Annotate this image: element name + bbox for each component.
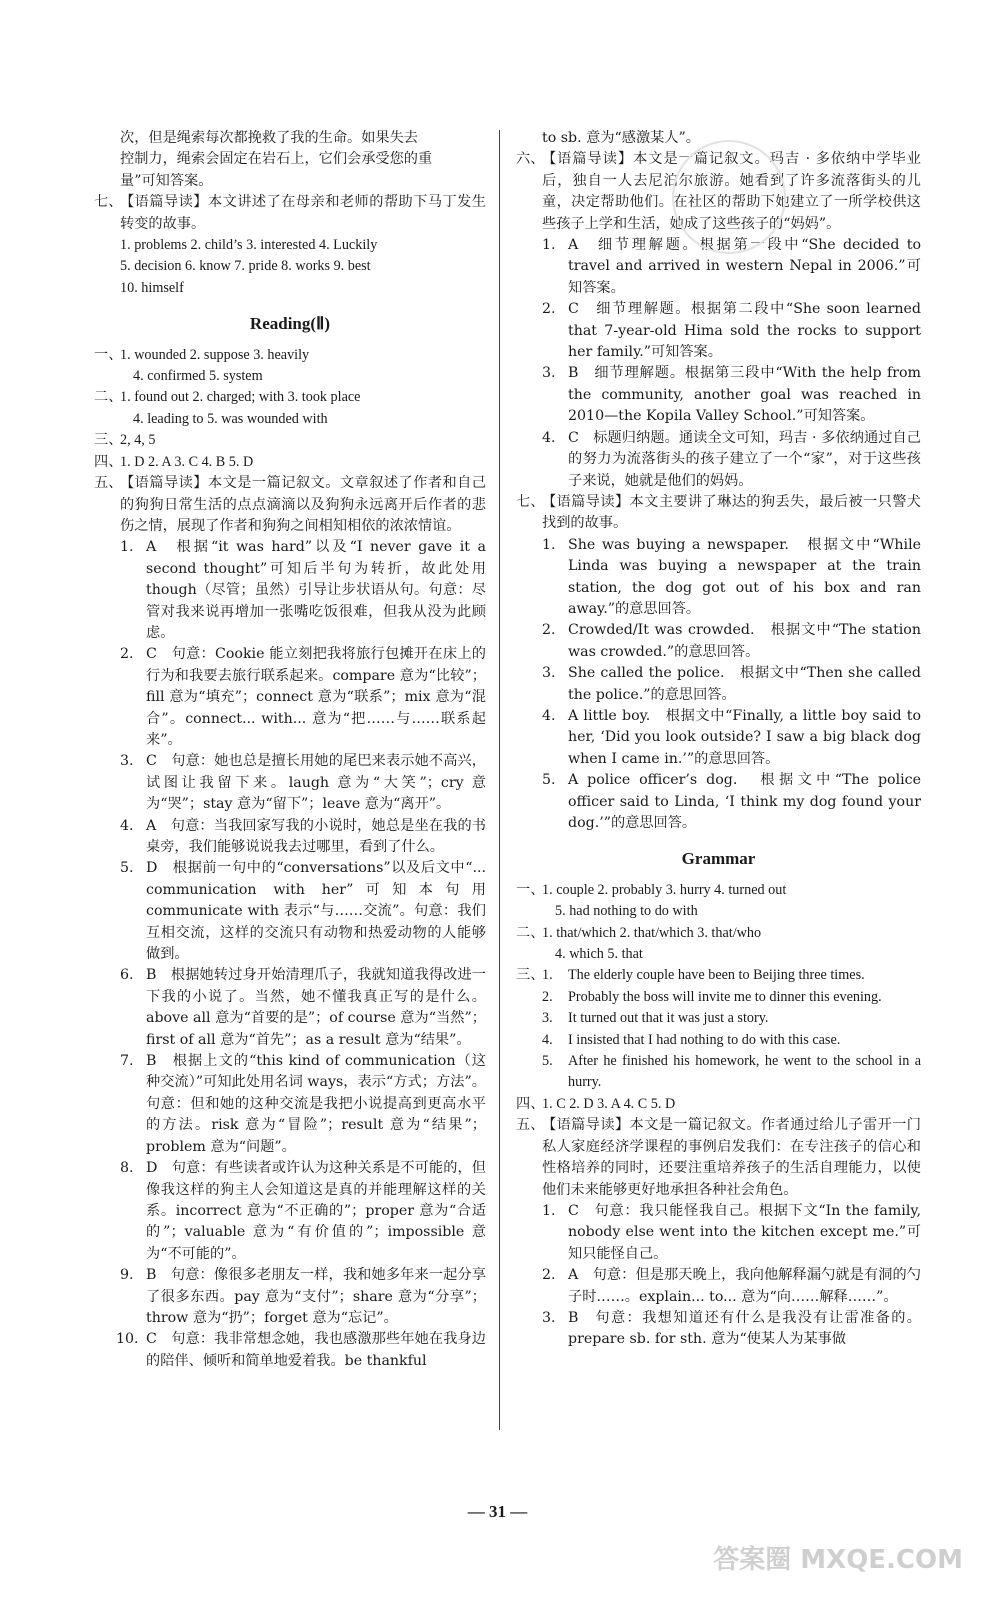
answer-line: 1. problems 2. child’s 3. interested 4. Luckily bbox=[120, 237, 378, 254]
answer-line: 2, 4, 5 bbox=[120, 432, 156, 449]
answer-line: 4. which 5. that bbox=[555, 946, 643, 963]
section-label: 五、 bbox=[94, 475, 123, 492]
section-label: 四、 bbox=[94, 453, 123, 470]
answer-line: 1. couple 2. probably 3. hurry 4. turned out bbox=[542, 881, 787, 898]
answer-item bbox=[516, 1030, 921, 1051]
column-divider bbox=[499, 130, 500, 1430]
answer-item bbox=[94, 644, 486, 751]
item-number: 4. bbox=[542, 1031, 553, 1048]
answer-item bbox=[516, 620, 921, 663]
reading-section-4 bbox=[94, 452, 486, 473]
section-label: 二、 bbox=[516, 924, 545, 941]
item-explanation: A little boy. 根据文中“Finally, a little boy said to her, ‘Did you look outside? I saw a big black dog when I came in.’”的意思回答。 bbox=[568, 707, 921, 767]
text-line: 次，但是绳索每次都挽救了我的生命。如果失去 bbox=[120, 130, 418, 146]
answer-item bbox=[516, 987, 921, 1008]
item-number: 4. bbox=[542, 429, 556, 446]
reading-ii-heading: Reading(Ⅱ) bbox=[249, 314, 331, 334]
item-number: 3. bbox=[542, 1309, 556, 1326]
item-explanation: C 句意：我只能怪我自己。根据下文“In the family, nobody else went into the kitchen except me.”可知只能怪自己。 bbox=[568, 1202, 921, 1262]
item-number: 1. bbox=[120, 539, 134, 556]
section-label: 三、 bbox=[94, 432, 123, 449]
grammar-section-5 bbox=[516, 1115, 921, 1201]
page-number: — 31 — bbox=[467, 1502, 528, 1521]
item-explanation: B 细节理解题。根据第三段中“With the help from the community, another goal was reached in 2010—the Kopila Valley School.”可知答案。 bbox=[568, 365, 921, 425]
section-label: 四、 bbox=[516, 1095, 545, 1112]
answer-item bbox=[94, 537, 486, 644]
answer-item bbox=[94, 1265, 486, 1329]
item-explanation: A 句意：但是那天晚上，我向他解释漏勺就是有洞的勺子时……。explain... to... 意为“向……解释……”。 bbox=[568, 1267, 921, 1305]
item-number: 5. bbox=[542, 772, 556, 789]
answer-item bbox=[94, 816, 486, 859]
item-number: 4. bbox=[120, 817, 134, 834]
item-number: 10. bbox=[116, 1331, 139, 1348]
section-label: 七、 bbox=[516, 493, 545, 510]
section-label: 三、 bbox=[516, 967, 545, 984]
answer-line: 1. found out 2. charged; with 3. took place bbox=[120, 389, 361, 406]
answer-item bbox=[516, 363, 921, 427]
item-number: 1. bbox=[542, 237, 556, 254]
section-7 bbox=[516, 492, 921, 535]
item-explanation: A 细节理解题。根据第一段中“She decided to travel and arrived in western Nepal in 2006.”可知答案。 bbox=[568, 237, 921, 296]
answer-item bbox=[94, 1158, 486, 1265]
answer-line: 5. had nothing to do with bbox=[555, 903, 698, 920]
item-number: 1. bbox=[542, 967, 553, 984]
sentence-answer: Probably the boss will invite me to dinner this evening. bbox=[568, 988, 882, 1005]
answer-item bbox=[516, 1265, 921, 1308]
item-number: 3. bbox=[542, 665, 556, 682]
answer-item bbox=[516, 1008, 921, 1029]
sentence-answer: I insisted that I had nothing to do with this case. bbox=[568, 1031, 841, 1048]
answer-line: 10. himself bbox=[120, 279, 184, 296]
answer-line: 5. decision 6. know 7. pride 8. works 9. best bbox=[120, 258, 371, 275]
grammar-section-4 bbox=[516, 1094, 921, 1115]
item-explanation: She called the police. 根据文中“Then she called the police.”的意思回答。 bbox=[568, 665, 921, 703]
answer-item bbox=[94, 1051, 486, 1158]
left-column bbox=[94, 128, 486, 1372]
passage-guide: 【语篇导读】本文是一篇记叙文。玛吉 · 多依纳中学毕业后，独自一人去尼泊尔旅游。她看到了许多流落街头的儿童，决定帮助他们。在社区的帮助下她建立了一所学校供这些孩子上学和生活，她成了这些孩子的“妈妈”。 bbox=[542, 151, 921, 232]
answer-item bbox=[94, 751, 486, 815]
item-number: 6. bbox=[120, 967, 134, 984]
answer-line: 1. that/which 2. that/which 3. that/who bbox=[542, 924, 762, 941]
item-explanation: B 根据上文的“this kind of communication（这种交流）”可知此处用名词 ways，表示“方式；方法”。句意：但和她的这种交流是我把小说提高到更高水平的方法。risk 意为“冒险”；result 意为“结果”；problem 意为“问题”。 bbox=[146, 1053, 486, 1155]
section-label: 一、 bbox=[516, 881, 545, 898]
section-7-answers bbox=[120, 235, 486, 299]
answer-item bbox=[94, 1329, 486, 1372]
answer-line: 4. confirmed 5. system bbox=[133, 368, 263, 385]
item-number: 1. bbox=[542, 1202, 556, 1219]
watermark-logo: 答案圈 MXQE.COM bbox=[713, 1545, 963, 1575]
item-explanation: Crowded/It was crowded. 根据文中“The station was crowded.”的意思回答。 bbox=[568, 622, 921, 660]
answer-item bbox=[516, 535, 921, 621]
passage-guide: 【语篇导读】本文主要讲了琳达的狗丢失，最后被一只警犬找到的故事。 bbox=[542, 493, 921, 532]
left-intro bbox=[120, 128, 486, 192]
grammar-heading: Grammar bbox=[681, 849, 756, 869]
answer-item bbox=[94, 965, 486, 1051]
item-number: 9. bbox=[120, 1267, 134, 1284]
item-number: 7. bbox=[120, 1053, 134, 1070]
passage-guide: 【语篇导读】本文是一篇记叙文。文章叙述了作者和自己的狗狗日常生活的点点滴滴以及狗狗永远离开后作者的悲伤之情，展现了作者和狗狗之间相知相依的浓浓情谊。 bbox=[120, 475, 486, 534]
answer-line: 1. C 2. D 3. A 4. C 5. D bbox=[542, 1095, 676, 1112]
item-explanation: A police officer’s dog. 根据文中“The police officer said to Linda, ‘I think my dog found your dog.’”的意思回答。 bbox=[568, 772, 921, 831]
answer-item bbox=[516, 299, 921, 363]
item-explanation: D 句意：有些读者或许认为这种关系是不可能的，但像我这样的狗主人会知道这是真的并能理解这样的关系。incorrect 意为“不正确的”；proper 意为“合适的”；valuable 意为“有价值的”；impossible 意为“不可能的”。 bbox=[146, 1160, 486, 1262]
item-number: 2. bbox=[542, 622, 556, 639]
section-label: 一、 bbox=[94, 346, 123, 363]
item-number: 5. bbox=[120, 860, 134, 877]
item-number: 2. bbox=[542, 988, 553, 1005]
section-label: 七、 bbox=[94, 194, 123, 211]
item-number: 2. bbox=[120, 646, 134, 663]
item-explanation: C 句意：Cookie 能立刻把我将旅行包摊开在床上的行为和我要去旅行联系起来。compare 意为“比较”；fill 意为“填充”；connect 意为“联系”；mix 意为“混合”。connect... with... 意为“把……与……联系起来”。 bbox=[146, 646, 486, 748]
item-number: 3. bbox=[542, 1010, 553, 1027]
item-explanation: A 句意：当我回家写我的小说时，她总是坐在我的书桌旁，我们能够说说我去过哪里，看到了什么。 bbox=[146, 817, 486, 855]
item-explanation: B 根据她转过身开始清理爪子，我就知道我得改进一下我的小说了。当然，她不懂我真正写的是什么。above all 意为“首要的是”；of course 意为“当然”；first of all 意为“首先”；as a result 意为“结果”。 bbox=[146, 967, 486, 1048]
answer-line: 4. leading to 5. was wounded with bbox=[133, 410, 328, 427]
item-number: 2. bbox=[542, 301, 556, 318]
item-explanation: A 根据“it was hard”以及“I never gave it a second thought”可知后半句为转折，故此处用 though（尽管；虽然）引导让步状语从句。句意：尽管对我来说再增加一张嘴吃饭很难，但我从没为此顾虑。 bbox=[146, 539, 486, 641]
answer-item bbox=[516, 1308, 921, 1351]
text-line: to sb. 意为“感激某人”。 bbox=[542, 130, 700, 146]
grammar-section-2 bbox=[516, 923, 921, 966]
item-explanation: B 句意：像很多老朋友一样，我和她多年来一起分享了很多东西。pay 意为“支付”；share 意为“分享”；throw 意为“扔”；forget 意为“忘记”。 bbox=[146, 1267, 486, 1326]
item-number: 3. bbox=[120, 753, 134, 770]
right-column bbox=[516, 128, 921, 1351]
item-explanation: She was buying a newspaper. 根据文中“While Linda was buying a newspaper at the train station, the dog got out of his box and ran away.”的意思回答。 bbox=[568, 536, 921, 617]
sentence-answer: The elderly couple have been to Beijing three times. bbox=[568, 967, 865, 984]
answer-item bbox=[516, 428, 921, 492]
item-number: 1. bbox=[542, 536, 556, 553]
item-explanation: C 句意：我非常想念她，我也感激那些年她在我身边的陪伴、倾听和简单地爱着我。be thankful bbox=[146, 1331, 486, 1369]
reading-section-3 bbox=[94, 430, 486, 451]
reading-section-2 bbox=[94, 387, 486, 430]
reading-section-5 bbox=[94, 473, 486, 537]
grammar-section-3 bbox=[516, 965, 921, 986]
answer-line: 1. wounded 2. suppose 3. heavily bbox=[120, 346, 310, 363]
answer-item bbox=[516, 663, 921, 706]
answer-line: 1. D 2. A 3. C 4. B 5. D bbox=[120, 453, 254, 470]
reading-section-1 bbox=[94, 345, 486, 388]
answer-item bbox=[516, 1051, 921, 1094]
answer-item bbox=[516, 706, 921, 770]
text-line: 控制力，绳索会固定在岩石上，它们会承受您的重 bbox=[120, 151, 433, 168]
item-number: 2. bbox=[542, 1267, 556, 1284]
section-label: 六、 bbox=[516, 151, 545, 168]
item-number: 3. bbox=[542, 365, 556, 382]
item-explanation: D 根据前一句中的“conversations”以及后文中“... communication with her”可知本句用 communicate with 表示“与……交流”。句意：我们互相交流，这样的交流只有动物和热爱动物的人能够做到。 bbox=[146, 860, 486, 963]
section-label: 五、 bbox=[516, 1117, 545, 1134]
sentence-answer: After he finished his homework, he went to the school in a hurry. bbox=[568, 1053, 921, 1091]
item-number: 8. bbox=[120, 1160, 134, 1177]
grammar-section-1 bbox=[516, 880, 921, 923]
answer-item bbox=[516, 1201, 921, 1265]
passage-guide: 【语篇导读】本文讲述了在母亲和老师的帮助下马丁发生转变的故事。 bbox=[120, 194, 486, 232]
text-line: 量”可知答案。 bbox=[120, 172, 213, 189]
item-explanation: C 细节理解题。根据第二段中“She soon learned that 7-year-old Hima sold the rocks to support her family.”可知答案。 bbox=[568, 301, 921, 361]
section-label: 二、 bbox=[94, 389, 123, 406]
sentence-answer: It turned out that it was just a story. bbox=[568, 1010, 769, 1027]
item-number: 4. bbox=[542, 707, 556, 724]
item-number: 5. bbox=[542, 1053, 553, 1070]
answer-item bbox=[516, 770, 921, 834]
section-7 bbox=[94, 192, 486, 235]
item-explanation: C 句意：她也总是擅长用她的尾巴来表示她不高兴，试图让我留下来。laugh 意为“大笑”；cry 意为“哭”；stay 意为“留下”；leave 意为“离开”。 bbox=[146, 753, 486, 813]
answer-item bbox=[94, 858, 486, 965]
passage-guide: 【语篇导读】本文是一篇记叙文。作者通过给儿子雷开一门私人家庭经济学课程的事例启发我们：在专注孩子的信心和性格培养的同时，还要注重培养孩子的生活自理能力，以使他们未来能够更好地承担各种社会角色。 bbox=[542, 1117, 921, 1198]
item-explanation: C 标题归纳题。通读全文可知，玛吉 · 多依纳通过自己的努力为流落街头的孩子建立了一个“家”，对于这些孩子来说，她就是他们的妈妈。 bbox=[568, 429, 921, 489]
item-explanation: B 句意：我想知道还有什么是我没有让雷准备的。prepare sb. for sth. 意为“使某人为某事做 bbox=[568, 1309, 921, 1348]
